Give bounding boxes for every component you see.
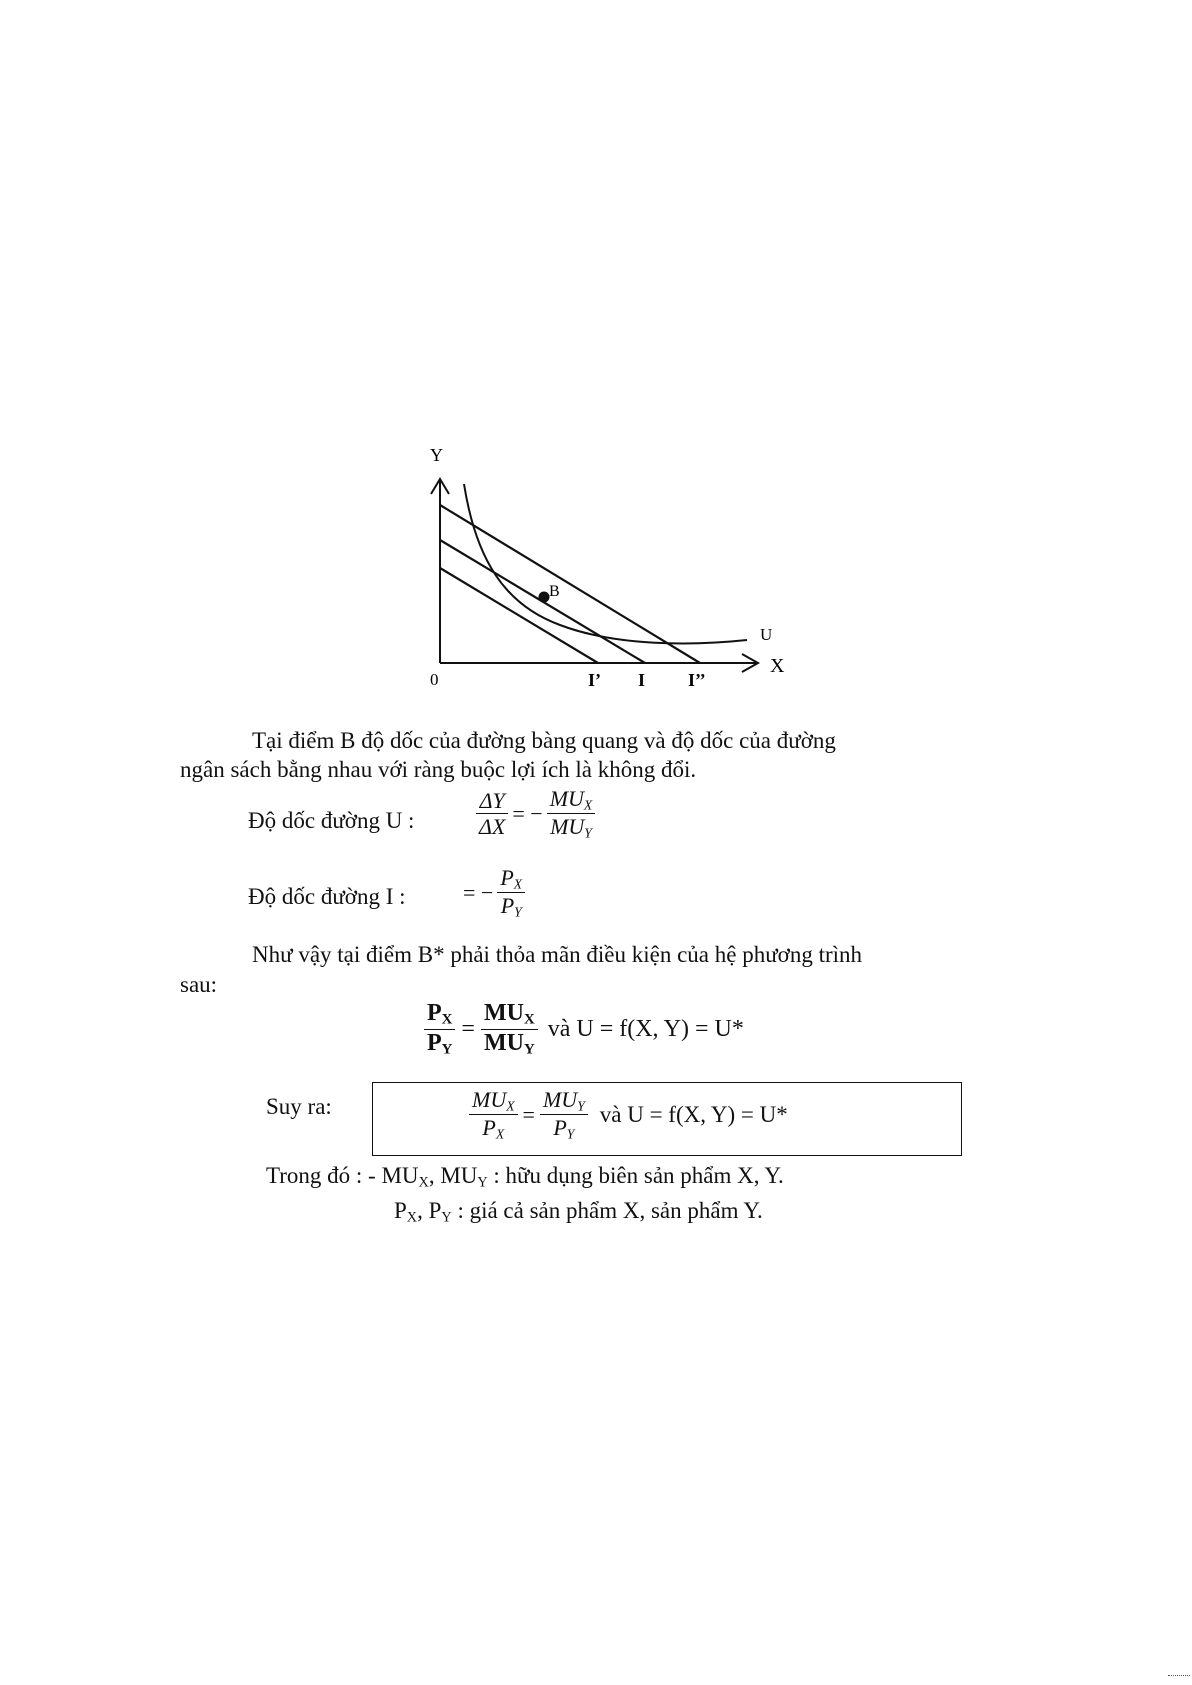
legend-line-2: $P_X$, $P_Y$ : giá cả sản phẩm X, sản phẩm Y. [394, 1198, 763, 1226]
price-ratio: $\frac{P_X}{P_Y}$ [424, 1000, 455, 1059]
i-label: I [638, 670, 646, 690]
system-constraint: và U = f(X, Y) = U* [547, 1015, 744, 1042]
slope-u-formula [476, 786, 595, 841]
i-prime-label: I’ [588, 670, 601, 690]
result-equals: = [522, 1101, 535, 1127]
paragraph-2-line-1: Như vậy tại điểm B* phải thỏa mãn điều kiện của hệ phương trình [252, 942, 863, 967]
indifference-curve-u [464, 484, 747, 643]
delta-y: ΔY [479, 787, 505, 813]
mux-over-px: $\frac{MU_X}{P_X}$ [469, 1087, 518, 1142]
delta-x: ΔX [479, 814, 506, 840]
muy-over-py: $\frac{MU_Y}{P_Y}$ [540, 1087, 588, 1142]
result-formula-box [372, 1082, 962, 1156]
paragraph-1-line-2: ngân sách bằng nhau với ràng buộc lợi ích là không đổi. [180, 757, 697, 782]
slope-i-label: Độ dốc đường I : [248, 884, 406, 909]
equilibrium-system [424, 1000, 744, 1059]
result-formula [469, 1087, 788, 1142]
curve-u-label: U [760, 625, 773, 644]
slope-i-formula [463, 865, 525, 920]
y-axis-label: Y [430, 445, 443, 465]
point-b-dot [539, 592, 550, 603]
budget-line-i-prime [440, 568, 598, 663]
result-constraint: và U = f(X, Y) = U* [599, 1101, 788, 1127]
origin-label: 0 [430, 670, 439, 689]
x-axis-label: X [770, 655, 785, 677]
price-ratio-fraction: $\frac{P_X}{P_Y}$ [497, 865, 525, 920]
point-b-label: B [549, 583, 560, 600]
delta-fraction [476, 788, 508, 840]
slope-u-label: Độ dốc đường U : [248, 808, 415, 833]
paragraph-2-line-2: sau: [180, 972, 218, 997]
marginal-utility-ratio: $\frac{MU_X}{MU_Y}$ [481, 1000, 538, 1059]
paragraph-1-line-1: Tại điểm B độ dốc của đường bàng quang và độ dốc của đường [252, 728, 836, 753]
indifference-budget-graph [0, 0, 1192, 720]
system-equals: = [461, 1015, 475, 1042]
result-label: Suy ra: [266, 1094, 332, 1119]
slope-u-equals: = − [512, 800, 543, 826]
slope-i-equals: = − [463, 879, 494, 905]
i-double-prime-label: I’’ [688, 670, 706, 690]
legend-line-1: Trong đó : - $MU_X$, $MU_Y$ : hữu dụng biên sản phẩm X, Y. [266, 1163, 784, 1191]
page-footer-mark [1168, 1675, 1190, 1676]
mu-ratio-fraction: $\frac{MU_X}{MU_Y}$ [547, 786, 596, 841]
budget-line-i-double [440, 505, 700, 663]
